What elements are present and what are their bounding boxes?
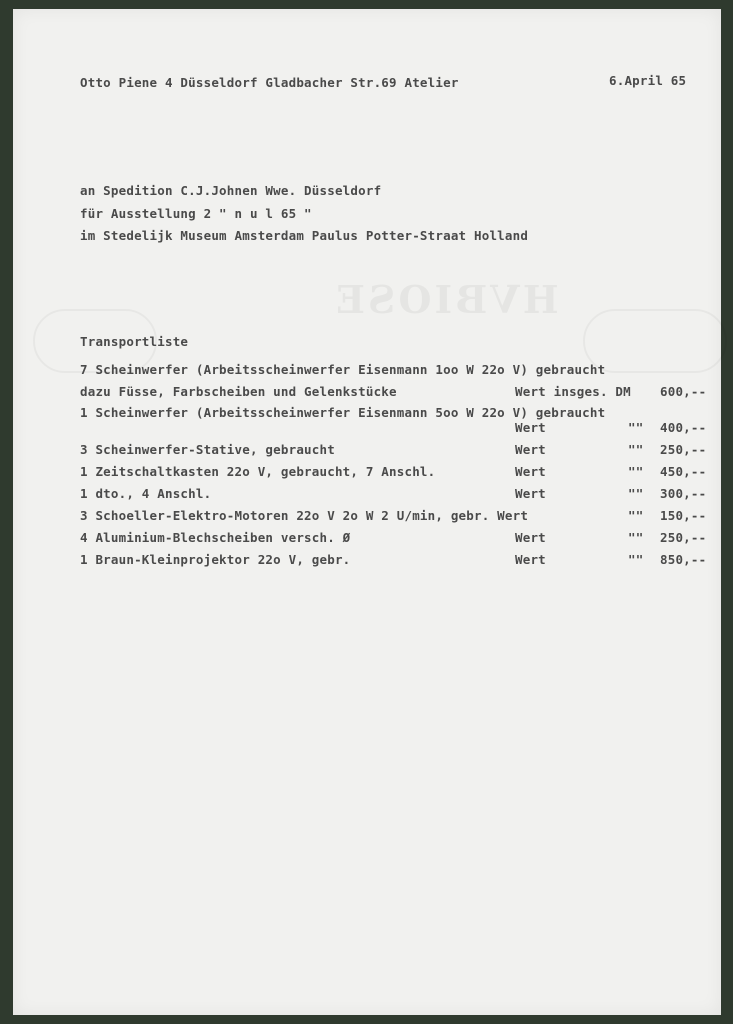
address-line-1: an Spedition C.J.Johnen Wwe. Düsseldorf	[80, 183, 382, 198]
address-line-2: für Ausstellung 2 " n u l 65 "	[80, 206, 312, 221]
list-item-description: dazu Füsse, Farbscheiben und Gelenkstücke	[80, 384, 397, 399]
value-label: Wert	[515, 442, 546, 457]
list-item-description: 1 dto., 4 Anschl.	[80, 486, 212, 501]
list-item-description: 1 Zeitschaltkasten 22o V, gebraucht, 7 Anschl.	[80, 464, 436, 479]
show-through-ghost-text	[333, 277, 559, 322]
ditto-mark: ""	[628, 442, 644, 457]
ditto-mark: ""	[628, 530, 644, 545]
value-amount: 450,--	[660, 464, 707, 479]
list-item-description: 1 Braun-Kleinprojektor 22o V, gebr.	[80, 552, 351, 567]
letter-date: 6.April 65	[609, 73, 687, 88]
value-amount: 250,--	[660, 442, 707, 457]
list-item-description: 3 Scheinwerfer-Stative, gebraucht	[80, 442, 335, 457]
value-label: Wert	[515, 464, 546, 479]
value-label: Wert	[515, 486, 546, 501]
value-label: Wert	[515, 530, 546, 545]
value-amount: 600,--	[660, 384, 707, 399]
ditto-mark: ""	[628, 552, 644, 567]
list-item-description: 4 Aluminium-Blechscheiben versch. Ø	[80, 530, 351, 545]
ditto-mark: ""	[628, 486, 644, 501]
list-item-description: 7 Scheinwerfer (Arbeitsscheinwerfer Eisenmann 1oo W 22o V) gebraucht	[80, 362, 606, 377]
ditto-mark: ""	[628, 464, 644, 479]
address-line-3: im Stedelijk Museum Amsterdam Paulus Potter-Straat Holland	[80, 228, 529, 243]
value-label: Wert	[515, 552, 546, 567]
value-amount: 400,--	[660, 420, 707, 435]
sender-line: Otto Piene 4 Düsseldorf Gladbacher Str.69 Atelier	[80, 75, 459, 90]
list-item-description: 3 Schoeller-Elektro-Motoren 22o V 2o W 2 U/min, gebr. Wert	[80, 508, 529, 523]
list-title: Transportliste	[80, 334, 189, 349]
ditto-mark: ""	[628, 420, 644, 435]
ditto-mark: ""	[628, 508, 644, 523]
value-amount: 850,--	[660, 552, 707, 567]
value-amount: 250,--	[660, 530, 707, 545]
value-label: Wert insges. DM	[515, 384, 631, 399]
list-item-description: 1 Scheinwerfer (Arbeitsscheinwerfer Eisenmann 5oo W 22o V) gebraucht	[80, 405, 606, 420]
value-amount: 300,--	[660, 486, 707, 501]
value-label: Wert	[515, 420, 546, 435]
value-amount: 150,--	[660, 508, 707, 523]
